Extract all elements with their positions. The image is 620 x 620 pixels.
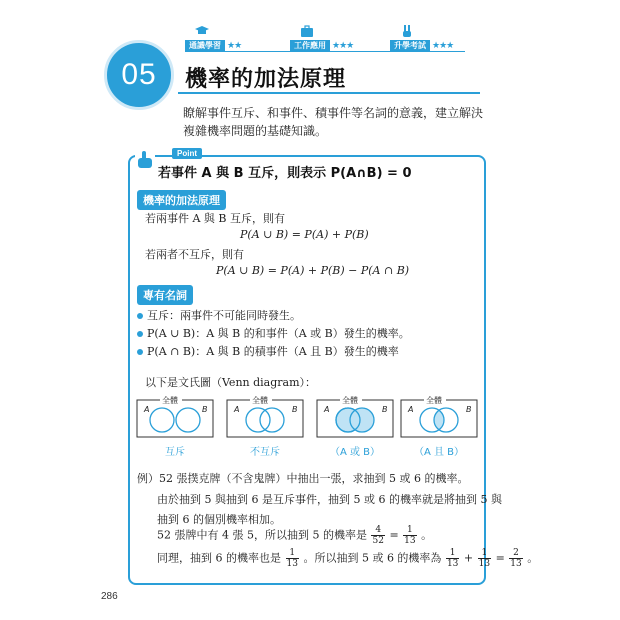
fraction-denominator: 13: [478, 559, 491, 569]
fraction-denominator: 13: [510, 559, 522, 569]
rating-label: 工作應用: [290, 40, 330, 52]
peace-hand-icon: [400, 24, 414, 38]
rating-exam-prep: [390, 40, 453, 52]
plus-sign: +: [463, 551, 474, 565]
set-a-label: A: [144, 405, 150, 414]
fraction-denominator: 13: [286, 559, 298, 569]
term-item: [137, 325, 410, 341]
venn-caption: 互斥: [165, 447, 185, 458]
example-line4-end: 。: [421, 528, 433, 542]
intro-paragraph: 瞭解事件互斥、和事件、積事件等名詞的意義，建立解決複雜機率問題的基礎知識。: [183, 106, 484, 138]
set-a-label: A: [234, 405, 240, 414]
fraction: [371, 525, 384, 546]
bullet-dot: [137, 313, 143, 319]
example-line1: 例）52 張撲克牌（不含鬼牌）中抽出一張，求抽到 5 或 6 的機率。: [137, 472, 469, 485]
set-a-label: A: [408, 405, 414, 414]
term-text: 互斥：兩事件不可能同時發生。: [147, 309, 301, 322]
universe-label: 全體: [252, 396, 268, 405]
set-b-label: B: [202, 405, 208, 414]
equals-sign: =: [389, 528, 399, 542]
rating-stars: ★★★: [432, 41, 454, 51]
pointing-hand-icon: [133, 148, 157, 172]
fraction: [446, 548, 459, 569]
example-line2: 由於抽到 5 與抽到 6 是互斥事件，抽到 5 或 6 的機率就是將抽到 5 與: [157, 493, 502, 506]
universe-label: 全體: [342, 396, 358, 405]
venn-caption: （A 且 B）: [413, 447, 465, 458]
universe-label: 全體: [162, 396, 178, 405]
chapter-number: 05: [104, 40, 174, 110]
venn-intro: 以下是文氏圖（Venn diagram）：: [145, 376, 317, 389]
point-badge: Point: [172, 148, 202, 159]
example-line5-mid: 。所以抽到 5 或 6 的機率為: [303, 551, 442, 565]
rating-work-application: [290, 40, 353, 52]
example-line3: 抽到 6 的個別機率相加。: [157, 513, 281, 526]
term-text: P(A ∪ B)：A 與 B 的和事件（A 或 B）發生的機率。: [147, 327, 410, 340]
bullet-dot: [137, 349, 143, 355]
chapter-title: 機率的加法原理: [185, 67, 347, 92]
fraction-denominator: 13: [404, 536, 416, 546]
section-heading-terms: 專有名詞: [137, 285, 193, 305]
venn-caption: （A 或 B）: [329, 447, 381, 458]
set-b-label: B: [382, 405, 388, 414]
example-line5: [157, 548, 538, 569]
fraction-denominator: 52: [372, 536, 384, 546]
addition-rule-line1: 若兩事件 A 與 B 互斥，則有: [145, 212, 286, 225]
fraction: [509, 548, 522, 569]
venn-diagram-union: [316, 396, 394, 438]
venn-caption: 不互斥: [250, 447, 280, 458]
fraction-numerator: 4: [371, 525, 384, 536]
page-number: 286: [101, 591, 118, 602]
venn-diagram-intersection: [400, 396, 478, 438]
graduation-cap-icon: [195, 24, 209, 38]
rating-label: 升學考試: [390, 40, 430, 52]
rating-stars: ★★: [227, 41, 242, 51]
addition-rule-line2: 若兩者不互斥，則有: [145, 248, 244, 261]
title-underline: [178, 92, 480, 94]
formula-general: P(A ∪ B) = P(A) + P(B) − P(A ∩ B): [216, 264, 410, 277]
fraction: [403, 525, 416, 546]
set-b-label: B: [466, 405, 472, 414]
fraction: [478, 548, 491, 569]
term-text: P(A ∩ B)：A 與 B 的積事件（A 且 B）發生的機率: [147, 345, 399, 358]
rating-label: 通識學習: [185, 40, 225, 52]
fraction-denominator: 13: [446, 559, 459, 569]
venn-diagram-disjoint: [136, 396, 214, 438]
equals-sign: =: [495, 551, 505, 565]
section-heading-addition-rule: 機率的加法原理: [137, 190, 226, 210]
rating-general-study: [185, 40, 241, 52]
formula-mutually-exclusive: P(A ∪ B) = P(A) + P(B): [240, 228, 369, 241]
briefcase-icon: [300, 24, 314, 38]
term-item: [137, 307, 301, 323]
fraction-numerator: 1: [403, 525, 416, 536]
example-line5-text: 同理，抽到 6 的機率也是: [157, 551, 281, 565]
fraction: [286, 548, 299, 569]
set-b-label: B: [292, 405, 298, 414]
rating-stars: ★★★: [332, 41, 354, 51]
example-line4: [157, 525, 432, 546]
fraction-numerator: 2: [509, 548, 522, 559]
example-line4-text: 52 張牌中有 4 張 5，所以抽到 5 的機率是: [157, 528, 367, 542]
term-item: [137, 343, 399, 359]
example-line5-end: 。: [527, 551, 539, 565]
universe-label: 全體: [426, 396, 442, 405]
venn-diagram-overlap: [226, 396, 304, 438]
bullet-dot: [137, 331, 143, 337]
fraction-numerator: 1: [478, 548, 491, 559]
set-a-label: A: [324, 405, 330, 414]
point-title: 若事件 A 與 B 互斥，則表示 P(A∩B) = 0: [158, 166, 412, 181]
fraction-numerator: 1: [286, 548, 299, 559]
fraction-numerator: 1: [446, 548, 459, 559]
